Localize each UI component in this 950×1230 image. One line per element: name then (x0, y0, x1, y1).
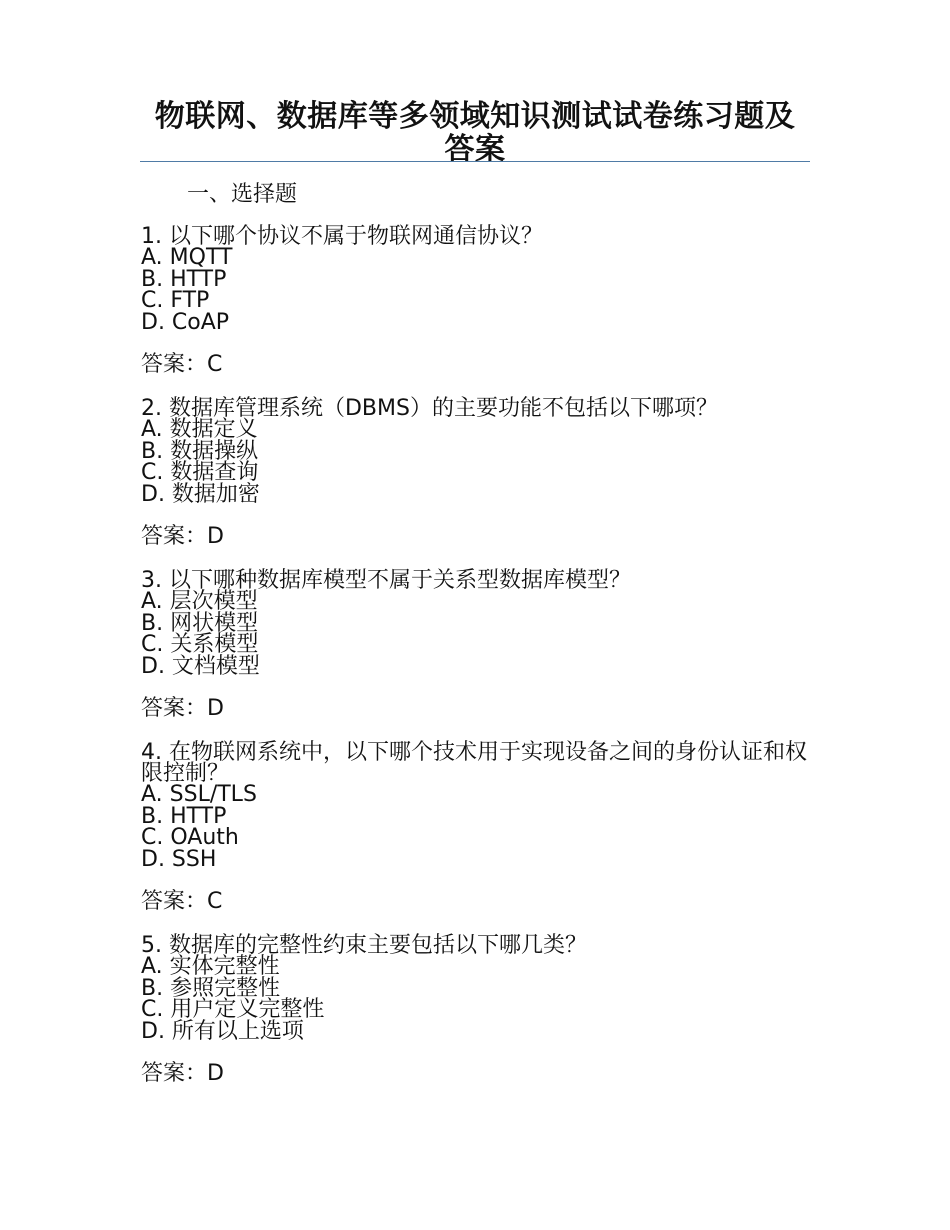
question-list (141, 226, 811, 1107)
answer-line: 答案：D (141, 696, 224, 721)
option-b: B. HTTP (141, 266, 227, 292)
question-5 (141, 935, 811, 1088)
option-a: A. 实体完整性 (141, 954, 280, 979)
question-stem: 3. 以下哪种数据库模型不属于关系型数据库模型？ (141, 568, 631, 593)
question-stem: 5. 数据库的完整性约束主要包括以下哪几类？ (141, 933, 587, 958)
question-4 (141, 742, 811, 916)
option-c: C. 用户定义完整性 (141, 997, 325, 1022)
answer-line: 答案：C (141, 889, 223, 914)
question-3 (141, 570, 811, 723)
option-b: B. 网状模型 (141, 610, 259, 636)
answer-line: 答案：D (141, 524, 224, 549)
option-b: B. 参照完整性 (141, 975, 281, 1001)
question-2 (141, 398, 811, 551)
question-stem: 4. 在物联网系统中，以下哪个技术用于实现设备之间的身份认证和权限控制？ (141, 740, 807, 786)
title-divider (140, 161, 810, 162)
option-c: C. 关系模型 (141, 632, 259, 657)
option-c: C. 数据查询 (141, 460, 259, 485)
option-c: C. OAuth (141, 825, 239, 850)
option-b: B. HTTP (141, 803, 227, 829)
document-title: 物联网、数据库等多领域知识测试试卷练习题及答案 (154, 99, 796, 167)
option-d: D. SSH (141, 846, 217, 872)
question-1 (141, 226, 811, 379)
option-b: B. 数据操纵 (141, 438, 259, 464)
section-heading: 一、选择题 (187, 182, 298, 207)
option-a: A. 数据定义 (141, 417, 258, 442)
option-d: D. 数据加密 (141, 481, 260, 507)
option-a: A. MQTT (141, 245, 233, 270)
option-d: D. 文档模型 (141, 653, 260, 679)
question-stem: 2. 数据库管理系统（DBMS）的主要功能不包括以下哪项？ (141, 396, 718, 421)
question-stem: 1. 以下哪个协议不属于物联网通信协议？ (141, 224, 543, 249)
option-d: D. 所有以上选项 (141, 1018, 304, 1044)
option-a: A. 层次模型 (141, 589, 258, 614)
answer-line: 答案：C (141, 352, 223, 377)
answer-line: 答案：D (141, 1061, 224, 1086)
option-d: D. CoAP (141, 309, 230, 335)
option-a: A. SSL/TLS (141, 782, 257, 807)
option-c: C. FTP (141, 288, 210, 313)
